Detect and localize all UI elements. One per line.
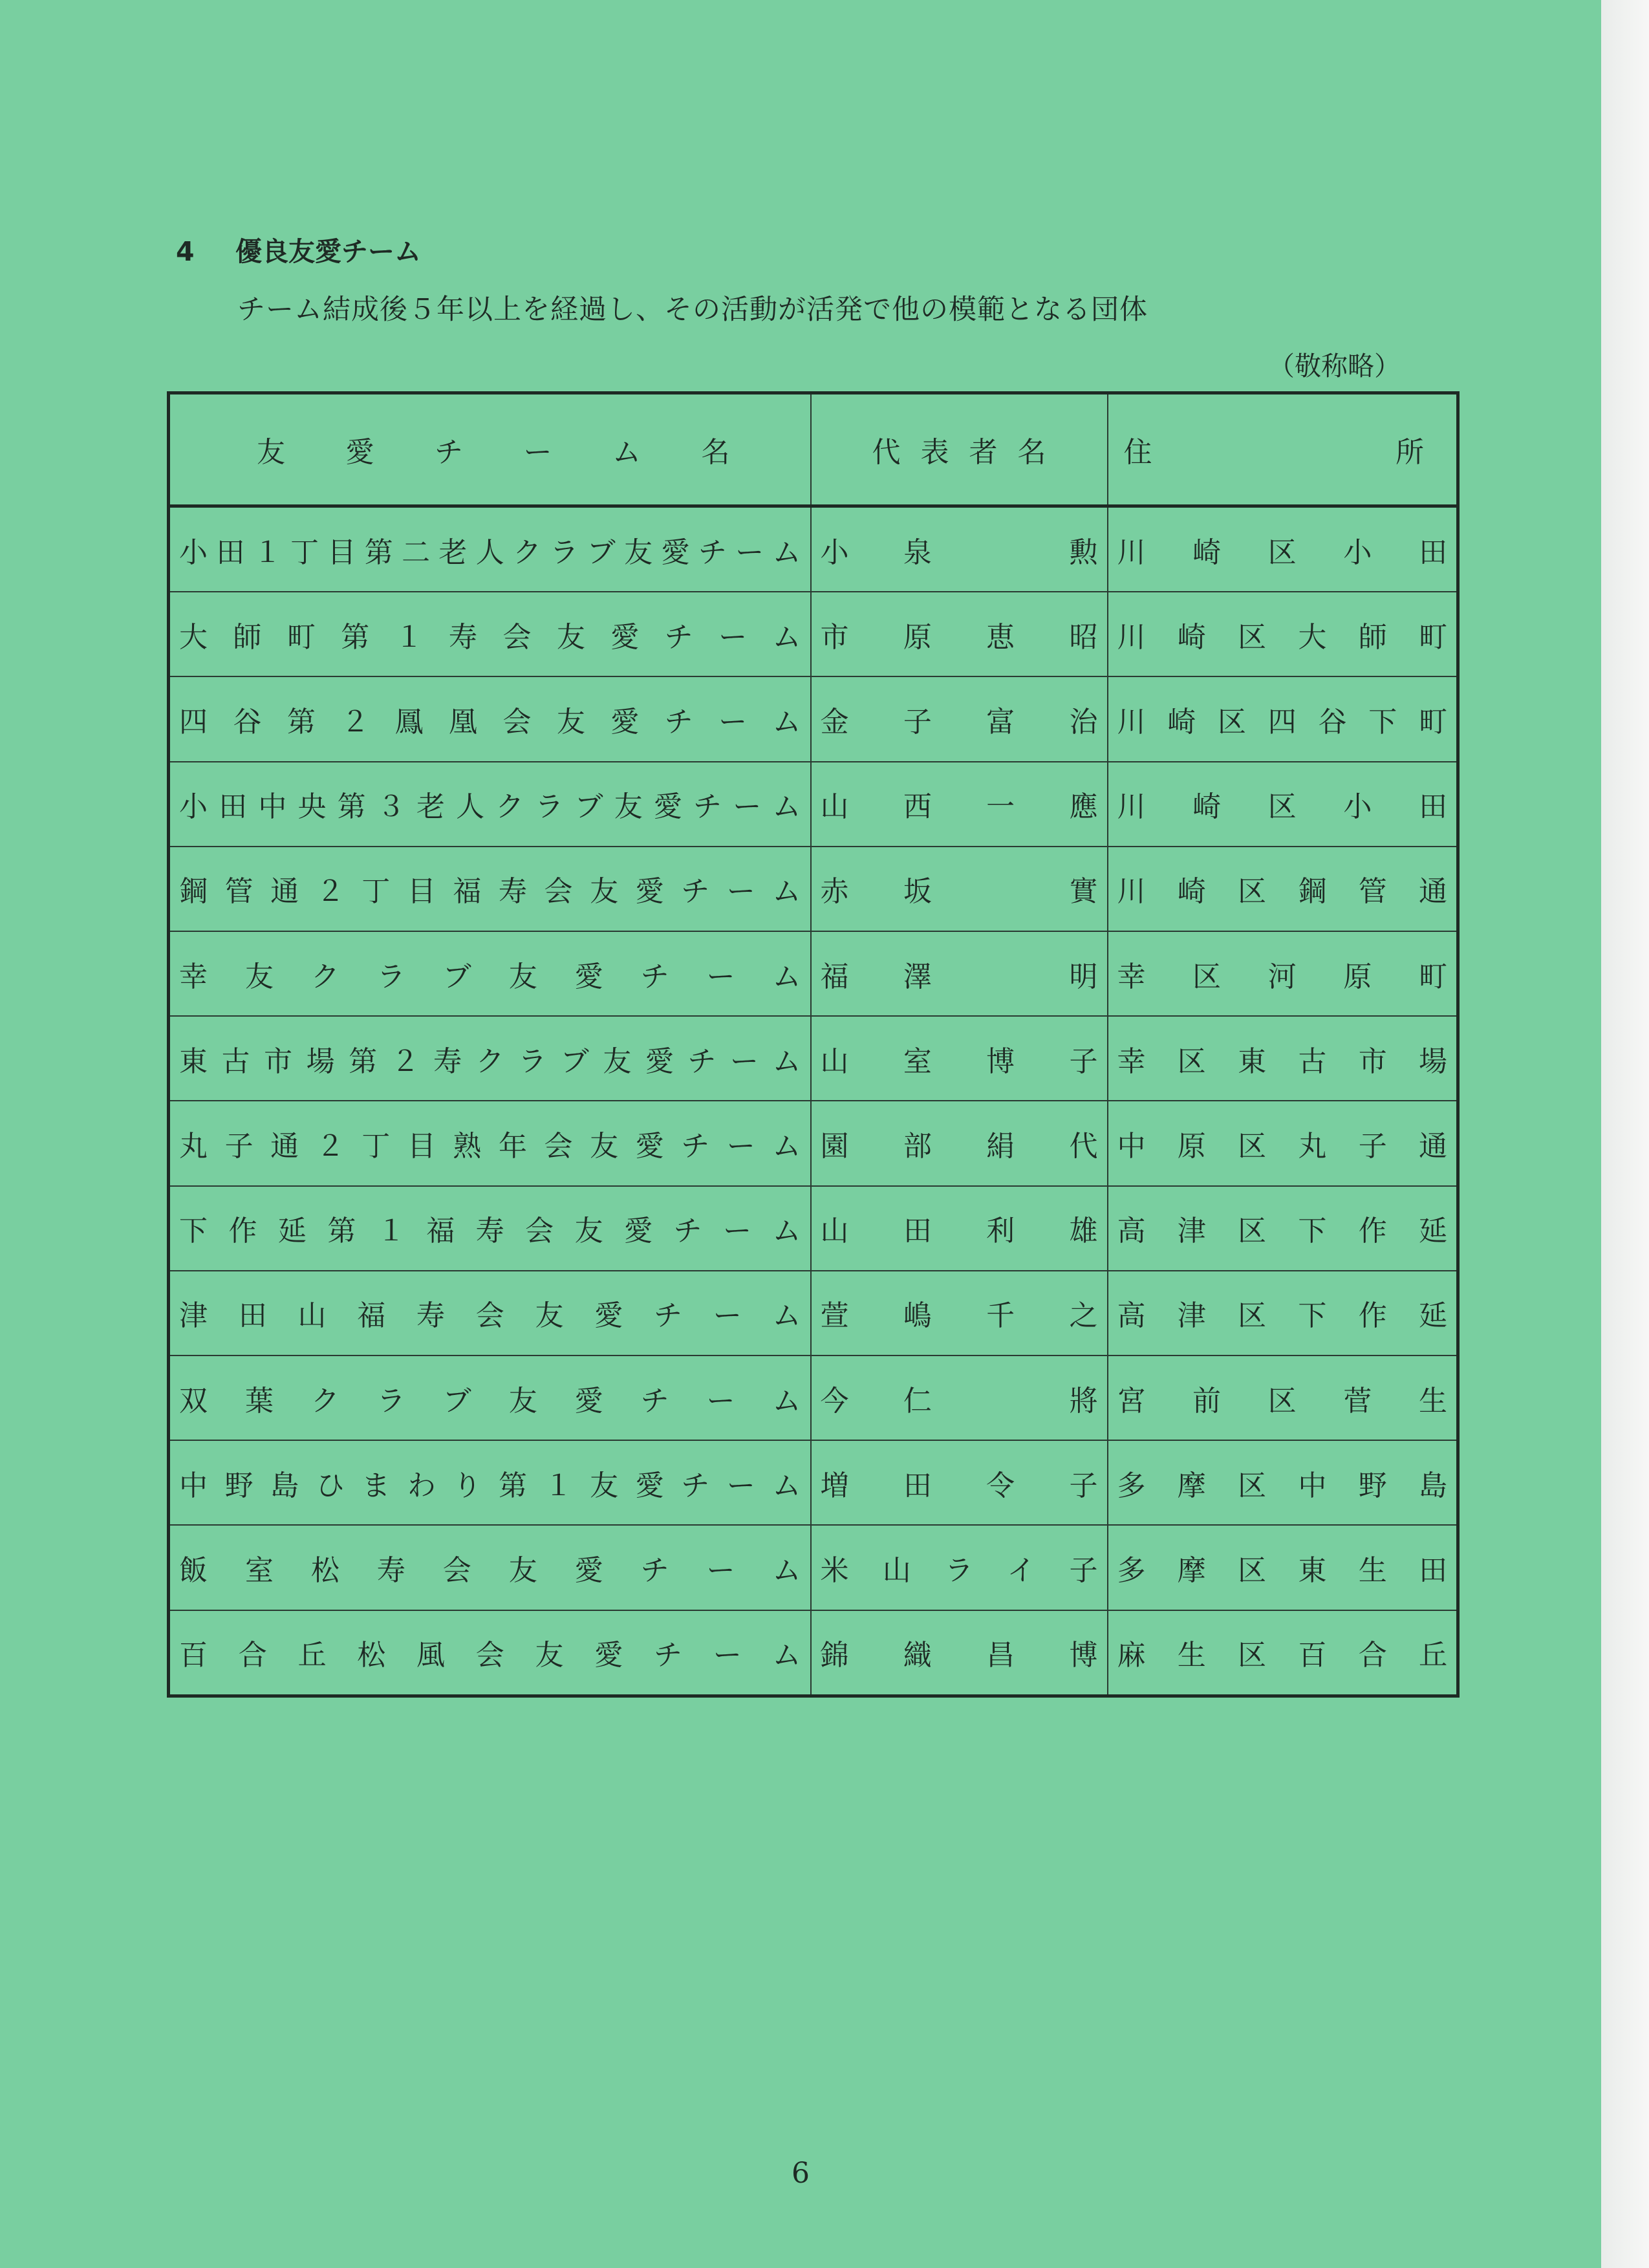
scan-edge bbox=[1601, 0, 1649, 2268]
team-name-cell: 百 合 丘 松 風 会 友 愛 チ ー ム bbox=[169, 1610, 811, 1696]
representative-cell: 山 室 博 子 bbox=[811, 1016, 1108, 1101]
address-cell: 中 原 区 丸 子 通 bbox=[1108, 1101, 1458, 1185]
representative-cell: 今 仁 將 bbox=[811, 1355, 1108, 1440]
table-row bbox=[169, 1016, 1458, 1101]
team-name-cell: 津 田 山 福 寿 会 友 愛 チ ー ム bbox=[169, 1271, 811, 1355]
table-row bbox=[169, 1271, 1458, 1355]
team-name-cell: 飯 室 松 寿 会 友 愛 チ ー ム bbox=[169, 1525, 811, 1610]
table-row bbox=[169, 1355, 1458, 1440]
team-name-cell: 東 古 市 場 第 ２ 寿 ク ラ ブ 友 愛 チ ー ム bbox=[169, 1016, 811, 1101]
table-row bbox=[169, 1440, 1458, 1525]
team-name-cell: 小 田 １ 丁 目 第 二 老 人 ク ラ ブ 友 愛 チ ー ム bbox=[169, 506, 811, 592]
team-name-cell: 双 葉 ク ラ ブ 友 愛 チ ー ム bbox=[169, 1355, 811, 1440]
representative-cell: 福 澤 明 bbox=[811, 931, 1108, 1016]
representative-cell: 赤 坂 實 bbox=[811, 847, 1108, 931]
table-row bbox=[169, 847, 1458, 931]
table-header-row bbox=[169, 393, 1458, 506]
table-row bbox=[169, 931, 1458, 1016]
section-number: 4 bbox=[176, 236, 195, 267]
address-cell: 幸 区 東 古 市 場 bbox=[1108, 1016, 1458, 1101]
team-name-cell: 四 谷 第 ２ 鳳 凰 会 友 愛 チ ー ム bbox=[169, 676, 811, 761]
team-name-cell: 大 師 町 第 １ 寿 会 友 愛 チ ー ム bbox=[169, 592, 811, 676]
team-name-cell: 小 田 中 央 第 ３ 老 人 ク ラ ブ 友 愛 チ ー ム bbox=[169, 762, 811, 847]
page-number: 6 bbox=[792, 2157, 810, 2190]
representative-cell: 市 原 恵 昭 bbox=[811, 592, 1108, 676]
address-cell: 川 崎 区 鋼 管 通 bbox=[1108, 847, 1458, 931]
honorific-note: （敬称略） bbox=[1268, 351, 1401, 382]
section-description: チーム結成後５年以上を経過し、その活動が活発で他の模範となる団体 bbox=[237, 294, 1148, 326]
table-row bbox=[169, 1525, 1458, 1610]
representative-cell: 米 山 ラ イ 子 bbox=[811, 1525, 1108, 1610]
team-name-cell: 下 作 延 第 １ 福 寿 会 友 愛 チ ー ム bbox=[169, 1186, 811, 1271]
representative-cell: 山 西 一 應 bbox=[811, 762, 1108, 847]
team-name-cell: 中 野 島 ひ ま わ り 第 １ 友 愛 チ ー ム bbox=[169, 1440, 811, 1525]
representative-cell: 園 部 絹 代 bbox=[811, 1101, 1108, 1185]
table-row bbox=[169, 1186, 1458, 1271]
address-cell: 宮 前 区 菅 生 bbox=[1108, 1355, 1458, 1440]
section-heading bbox=[176, 230, 421, 268]
representative-cell: 小 泉 勲 bbox=[811, 506, 1108, 592]
header-team-name: 友 愛 チ ー ム 名 bbox=[169, 393, 811, 506]
representative-cell: 萱 嶋 千 之 bbox=[811, 1271, 1108, 1355]
table-row bbox=[169, 762, 1458, 847]
table-row bbox=[169, 676, 1458, 761]
table-row bbox=[169, 1610, 1458, 1696]
team-name-cell: 幸 友 ク ラ ブ 友 愛 チ ー ム bbox=[169, 931, 811, 1016]
address-cell: 高 津 区 下 作 延 bbox=[1108, 1186, 1458, 1271]
team-table bbox=[167, 391, 1460, 1698]
section-title: 優良友愛チーム bbox=[235, 236, 421, 267]
representative-cell: 金 子 富 治 bbox=[811, 676, 1108, 761]
address-cell: 多 摩 区 東 生 田 bbox=[1108, 1525, 1458, 1610]
table-row bbox=[169, 506, 1458, 592]
representative-cell: 増 田 令 子 bbox=[811, 1440, 1108, 1525]
table-row bbox=[169, 592, 1458, 676]
address-cell: 川 崎 区 小 田 bbox=[1108, 762, 1458, 847]
address-cell: 麻 生 区 百 合 丘 bbox=[1108, 1610, 1458, 1696]
address-cell: 川 崎 区 四 谷 下 町 bbox=[1108, 676, 1458, 761]
representative-cell: 山 田 利 雄 bbox=[811, 1186, 1108, 1271]
address-cell: 多 摩 区 中 野 島 bbox=[1108, 1440, 1458, 1525]
team-name-cell: 鋼 管 通 ２ 丁 目 福 寿 会 友 愛 チ ー ム bbox=[169, 847, 811, 931]
address-cell: 幸 区 河 原 町 bbox=[1108, 931, 1458, 1016]
team-name-cell: 丸 子 通 ２ 丁 目 熟 年 会 友 愛 チ ー ム bbox=[169, 1101, 811, 1185]
address-cell: 川 崎 区 大 師 町 bbox=[1108, 592, 1458, 676]
address-cell: 川 崎 区 小 田 bbox=[1108, 506, 1458, 592]
address-cell: 高 津 区 下 作 延 bbox=[1108, 1271, 1458, 1355]
header-address: 住 所 bbox=[1108, 393, 1458, 506]
representative-cell: 錦 織 昌 博 bbox=[811, 1610, 1108, 1696]
table-row bbox=[169, 1101, 1458, 1185]
header-representative: 代 表 者 名 bbox=[811, 393, 1108, 506]
